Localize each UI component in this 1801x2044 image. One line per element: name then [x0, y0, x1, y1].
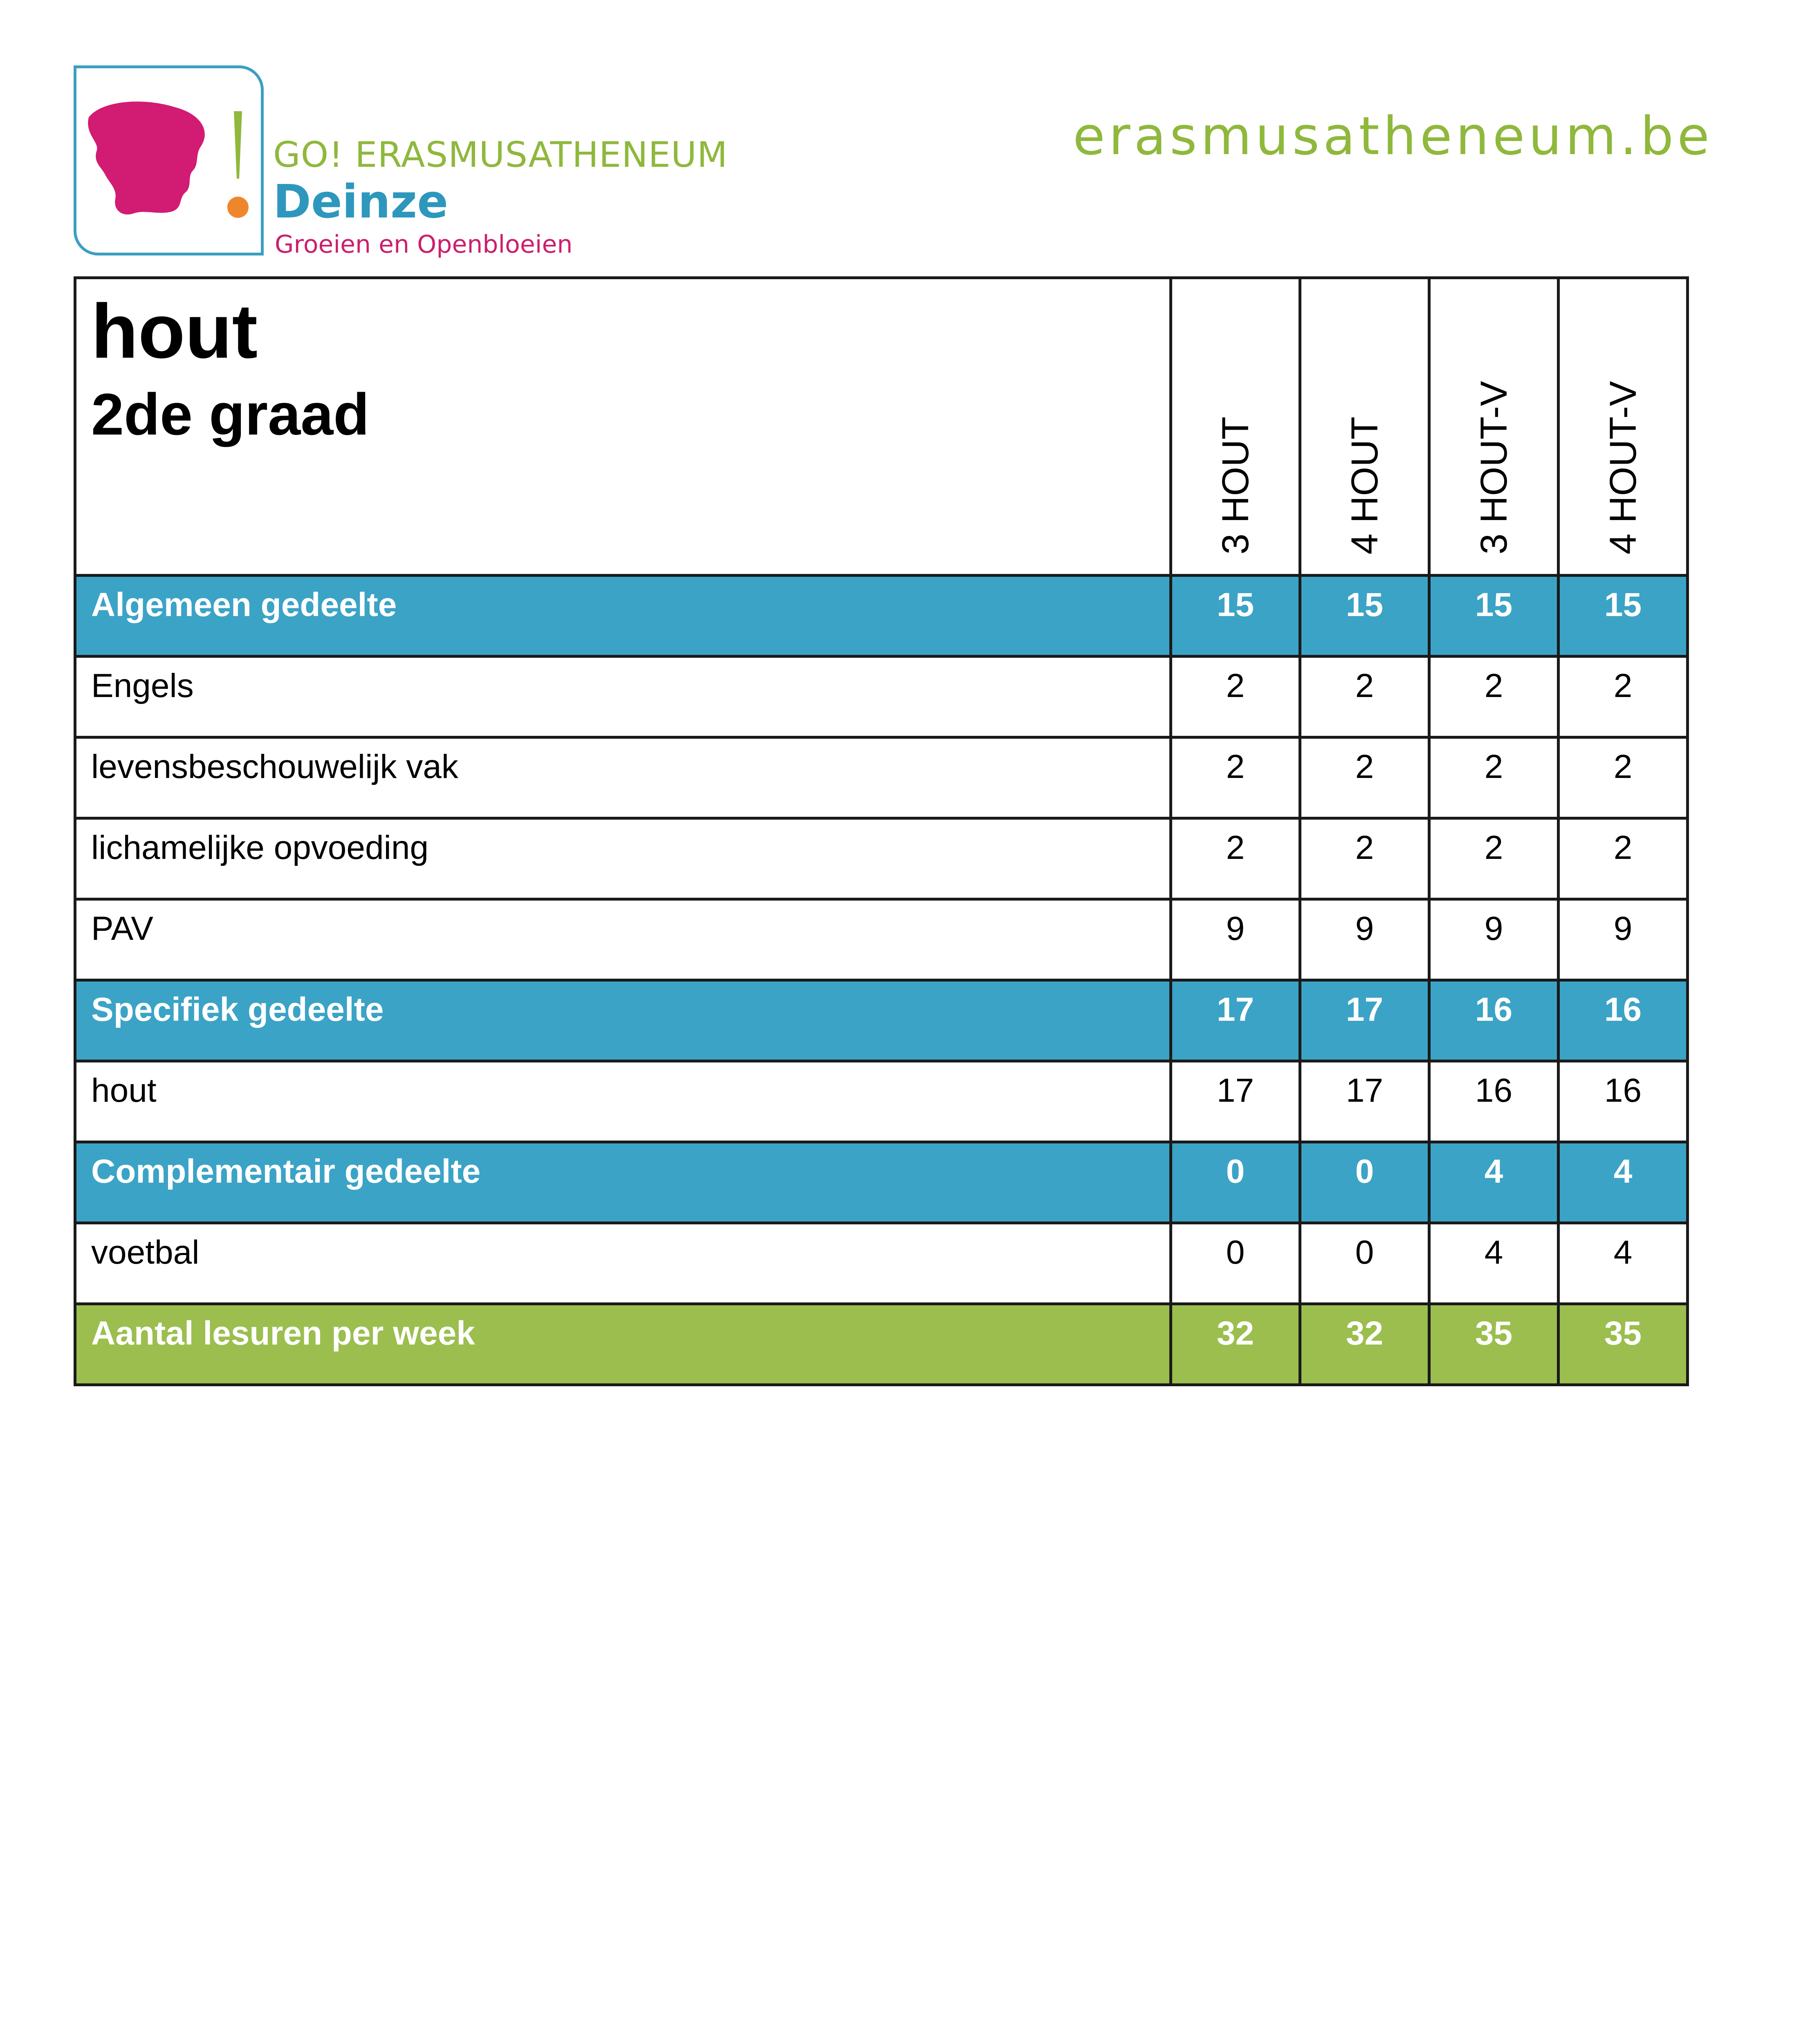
row-value: 17	[1171, 1061, 1300, 1142]
row-value: 2	[1429, 657, 1559, 737]
row-value: 17	[1300, 1061, 1429, 1142]
row-value: 2	[1171, 657, 1300, 737]
table-row	[75, 1061, 1688, 1142]
row-value: 9	[1559, 899, 1688, 980]
row-value: 17	[1300, 980, 1429, 1061]
row-label: Algemeen gedeelte	[75, 576, 1171, 657]
row-value: 35	[1429, 1304, 1559, 1385]
row-label: Aantal lesuren per week	[75, 1304, 1171, 1385]
school-logo	[74, 65, 264, 256]
column-header	[1559, 278, 1688, 576]
table-subtitle: 2de graad	[91, 381, 370, 447]
school-slogan: Groeien en Openbloeien	[275, 230, 573, 259]
school-city: Deinze	[273, 175, 449, 229]
row-value: 16	[1559, 980, 1688, 1061]
row-value: 15	[1171, 576, 1300, 657]
table-row	[75, 737, 1688, 818]
column-header	[1171, 278, 1300, 576]
row-value: 2	[1429, 737, 1559, 818]
row-value: 2	[1300, 737, 1429, 818]
row-value: 17	[1171, 980, 1300, 1061]
row-value: 9	[1429, 899, 1559, 980]
row-value: 16	[1429, 1061, 1559, 1142]
row-value: 2	[1559, 818, 1688, 899]
lessentabel	[74, 276, 1689, 1386]
table-row	[75, 818, 1688, 899]
row-value: 4	[1559, 1142, 1688, 1223]
row-value: 32	[1171, 1304, 1300, 1385]
logo-head-icon	[76, 68, 261, 253]
section-row	[75, 576, 1688, 657]
section-row	[75, 1142, 1688, 1223]
row-value: 4	[1429, 1142, 1559, 1223]
total-row	[75, 1304, 1688, 1385]
row-value: 2	[1429, 818, 1559, 899]
table-header-row	[75, 278, 1688, 576]
row-value: 32	[1300, 1304, 1429, 1385]
row-value: 2	[1300, 818, 1429, 899]
row-value: 16	[1429, 980, 1559, 1061]
row-value: 0	[1171, 1142, 1300, 1223]
row-value: 15	[1300, 576, 1429, 657]
section-row	[75, 980, 1688, 1061]
row-value: 2	[1171, 818, 1300, 899]
row-value: 16	[1559, 1061, 1688, 1142]
row-label: levensbeschouwelijk vak	[75, 737, 1171, 818]
table-row	[75, 1223, 1688, 1304]
row-value: 2	[1300, 657, 1429, 737]
table-row	[75, 899, 1688, 980]
row-label: voetbal	[75, 1223, 1171, 1304]
table-title-cell	[75, 278, 1171, 576]
row-label: lichamelijke opvoeding	[75, 818, 1171, 899]
row-value: 2	[1559, 657, 1688, 737]
row-label: Engels	[75, 657, 1171, 737]
row-value: 15	[1559, 576, 1688, 657]
row-label: Specifiek gedeelte	[75, 980, 1171, 1061]
row-value: 0	[1171, 1223, 1300, 1304]
table-title: hout	[91, 288, 258, 374]
column-header-label: 3 HOUT	[1214, 416, 1256, 554]
row-value: 2	[1171, 737, 1300, 818]
row-value: 0	[1300, 1223, 1429, 1304]
column-header	[1429, 278, 1559, 576]
column-header-label: 3 HOUT-V	[1473, 381, 1515, 554]
row-value: 9	[1171, 899, 1300, 980]
row-label: Complementair gedeelte	[75, 1142, 1171, 1223]
row-value: 15	[1429, 576, 1559, 657]
row-value: 4	[1559, 1223, 1688, 1304]
row-value: 0	[1300, 1142, 1429, 1223]
row-label: PAV	[75, 899, 1171, 980]
school-name: GO! ERASMUSATHENEUM	[273, 134, 728, 175]
table-row	[75, 657, 1688, 737]
website-link[interactable]: erasmusatheneum.be	[1073, 106, 1713, 167]
row-value: 35	[1559, 1304, 1688, 1385]
row-value: 9	[1300, 899, 1429, 980]
column-header-label: 4 HOUT	[1343, 416, 1386, 554]
column-header	[1300, 278, 1429, 576]
row-value: 4	[1429, 1223, 1559, 1304]
row-label: hout	[75, 1061, 1171, 1142]
row-value: 2	[1559, 737, 1688, 818]
column-header-label: 4 HOUT-V	[1602, 381, 1644, 554]
